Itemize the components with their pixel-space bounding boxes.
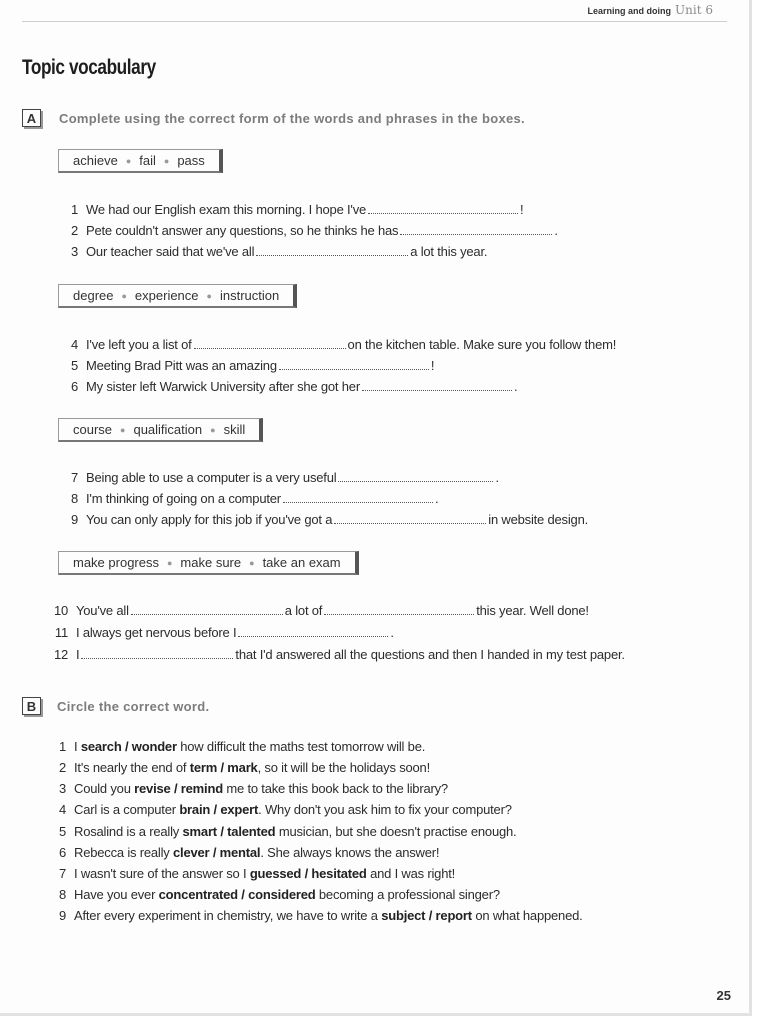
item-number: 6 xyxy=(70,379,78,394)
item-text: . xyxy=(434,491,439,506)
word-choice[interactable]: guessed / hesitated xyxy=(249,866,367,881)
exercise-a-item-2 xyxy=(50,223,558,238)
answer-blank[interactable] xyxy=(194,338,346,349)
item-text: . Why don't you ask him to fix your computer? xyxy=(258,802,512,817)
item-text: musician, but she doesn't practise enough. xyxy=(278,824,517,839)
header-rule xyxy=(22,21,727,22)
item-text: . xyxy=(513,379,518,394)
exercise-b-item-3 xyxy=(38,781,448,796)
item-text: this year. Well done! xyxy=(476,603,589,618)
word-box-word: pass xyxy=(177,153,205,168)
item-text: It's nearly the end of xyxy=(74,760,187,775)
exercise-b-item-2 xyxy=(38,760,430,775)
answer-blank[interactable] xyxy=(131,604,283,615)
word-box-word: make progress xyxy=(73,555,159,570)
item-text: . xyxy=(495,470,499,485)
item-text: Rosalind is a really xyxy=(74,824,180,839)
word-choice[interactable]: brain / expert xyxy=(179,802,259,817)
item-text: I'm thinking of going on a computer xyxy=(86,491,281,506)
item-number: 11 xyxy=(54,625,68,640)
item-text: . She always knows the answer! xyxy=(260,845,440,860)
running-head-section: Learning and doing xyxy=(587,6,672,16)
exercise-b-item-9 xyxy=(38,908,583,923)
word-choice[interactable]: term / mark xyxy=(189,760,258,775)
item-number: 4 xyxy=(70,337,78,352)
word-box-word: take an exam xyxy=(262,555,341,570)
section-b-heading xyxy=(22,697,209,715)
item-number: 3 xyxy=(58,781,66,796)
word-choice[interactable]: clever / mental xyxy=(173,845,261,860)
item-text: Pete couldn't answer any questions, so he thinks he has xyxy=(86,223,399,238)
item-text: I xyxy=(76,647,80,662)
item-text: I've left you a list of xyxy=(86,337,192,352)
item-number: 8 xyxy=(58,887,66,902)
word-box-word: skill xyxy=(223,422,246,437)
item-text: I xyxy=(74,739,78,754)
exercise-a-item-8 xyxy=(50,491,438,506)
word-box-word: qualification xyxy=(133,422,203,437)
word-choice[interactable]: subject / report xyxy=(381,908,472,923)
answer-blank[interactable] xyxy=(368,203,518,214)
page-title: Topic vocabulary xyxy=(22,56,156,79)
word-box-4: make progress ● make sure ● take an exam xyxy=(58,551,359,575)
exercise-a-item-7 xyxy=(50,470,499,485)
item-text: My sister left Warwick University after she got her xyxy=(86,379,360,394)
item-text: . xyxy=(390,625,394,640)
exercise-b-item-7 xyxy=(38,866,455,881)
item-text: how difficult the maths test tomorrow will be. xyxy=(180,739,426,754)
item-number: 2 xyxy=(70,223,78,238)
item-number: 8 xyxy=(70,491,78,506)
word-box-3: course ● qualification ● skill xyxy=(58,418,263,442)
word-box-1: achieve ● fail ● pass xyxy=(58,149,223,173)
word-box-word: make sure xyxy=(180,555,242,570)
word-box-word: degree xyxy=(73,288,114,303)
exercise-b-item-8 xyxy=(38,887,500,902)
item-text: me to take this book back to the library? xyxy=(226,781,448,796)
section-b-instruction: Circle the correct word. xyxy=(57,698,210,714)
item-number: 7 xyxy=(70,470,78,485)
answer-blank[interactable] xyxy=(283,492,433,503)
word-box-word: course xyxy=(73,422,113,437)
section-b-letter: B xyxy=(22,697,41,715)
exercise-a-item-9 xyxy=(50,512,588,527)
running-head xyxy=(588,3,713,17)
item-text: ! xyxy=(430,358,435,373)
exercise-a-item-5 xyxy=(50,358,434,373)
item-text: Our teacher said that we've all xyxy=(86,244,255,259)
item-text: , so it will be the holidays soon! xyxy=(257,760,431,775)
item-text: We had our English exam this morning. I hope I've xyxy=(86,202,367,217)
section-a-heading xyxy=(22,109,525,127)
item-number: 5 xyxy=(58,824,66,839)
answer-blank[interactable] xyxy=(238,626,388,637)
word-box-2: degree ● experience ● instruction xyxy=(58,284,297,308)
answer-blank[interactable] xyxy=(256,245,408,256)
item-text: After every experiment in chemistry, we have to write a xyxy=(74,908,378,923)
item-text: ! xyxy=(520,202,524,217)
item-text: a lot of xyxy=(284,603,323,618)
item-text: in website design. xyxy=(488,512,589,527)
word-box-word: experience xyxy=(134,288,199,303)
word-box-word: achieve xyxy=(73,153,118,168)
item-text: Rebecca is really xyxy=(74,845,170,860)
item-number: 1 xyxy=(58,739,66,754)
item-number: 10 xyxy=(53,603,68,618)
item-text: becoming a professional singer? xyxy=(318,887,500,902)
item-text: Have you ever xyxy=(74,887,156,902)
item-text: that I'd answered all the questions and then I handed in my test paper. xyxy=(235,647,625,662)
item-text: on what happened. xyxy=(475,908,583,923)
item-text: Meeting Brad Pitt was an amazing xyxy=(86,358,277,373)
exercise-b-item-1 xyxy=(38,739,425,754)
section-a-instruction: Complete using the correct form of the words and phrases in the boxes. xyxy=(59,110,525,126)
exercise-a-item-1 xyxy=(50,202,523,217)
running-head-unit: Unit 6 xyxy=(675,3,713,17)
item-number: 9 xyxy=(70,512,78,527)
exercise-b-item-6 xyxy=(38,845,439,860)
item-text: Could you xyxy=(74,781,131,796)
item-number: 5 xyxy=(70,358,78,373)
item-text: and I was right! xyxy=(370,866,456,881)
answer-blank[interactable] xyxy=(338,471,493,482)
item-number: 6 xyxy=(58,845,66,860)
exercise-a-item-6 xyxy=(50,379,517,394)
word-choice[interactable]: concentrated / considered xyxy=(158,887,316,902)
item-number: 4 xyxy=(58,802,66,817)
item-number: 1 xyxy=(70,202,78,217)
answer-blank[interactable] xyxy=(279,359,429,370)
item-text: You can only apply for this job if you've got a xyxy=(86,512,333,527)
answer-blank[interactable] xyxy=(400,224,552,235)
exercise-a-item-10 xyxy=(40,603,589,618)
exercise-a-item-12 xyxy=(40,647,625,662)
item-number: 9 xyxy=(58,908,66,923)
item-text: on the kitchen table. Make sure you follow them! xyxy=(347,337,617,352)
exercise-b-item-5 xyxy=(38,824,516,839)
item-text: Being able to use a computer is a very useful xyxy=(86,470,337,485)
exercise-a-item-3 xyxy=(50,244,487,259)
section-a-letter: A xyxy=(22,109,41,127)
item-number: 12 xyxy=(53,647,68,662)
item-text: I wasn't sure of the answer so I xyxy=(74,866,247,881)
item-text: You've all xyxy=(76,603,129,618)
item-number: 3 xyxy=(70,244,78,259)
answer-blank[interactable] xyxy=(334,513,486,524)
item-number: 7 xyxy=(58,866,66,881)
answer-blank[interactable] xyxy=(362,380,512,391)
exercise-a-item-11 xyxy=(40,625,394,640)
item-text: a lot this year. xyxy=(410,244,488,259)
item-text: I always get nervous before I xyxy=(76,625,237,640)
item-text: . xyxy=(554,223,558,238)
word-choice[interactable]: search / wonder xyxy=(80,739,177,754)
answer-blank[interactable] xyxy=(81,648,233,659)
item-number: 2 xyxy=(58,760,66,775)
word-choice[interactable]: revise / remind xyxy=(134,781,223,796)
answer-blank[interactable] xyxy=(324,604,474,615)
word-box-word: instruction xyxy=(219,288,280,303)
exercise-a-item-4 xyxy=(50,337,616,352)
word-box-word: fail xyxy=(139,153,156,168)
word-choice[interactable]: smart / talented xyxy=(182,824,276,839)
page-number: 25 xyxy=(716,988,731,1003)
exercise-b-item-4 xyxy=(38,802,512,817)
item-text: Carl is a computer xyxy=(74,802,176,817)
